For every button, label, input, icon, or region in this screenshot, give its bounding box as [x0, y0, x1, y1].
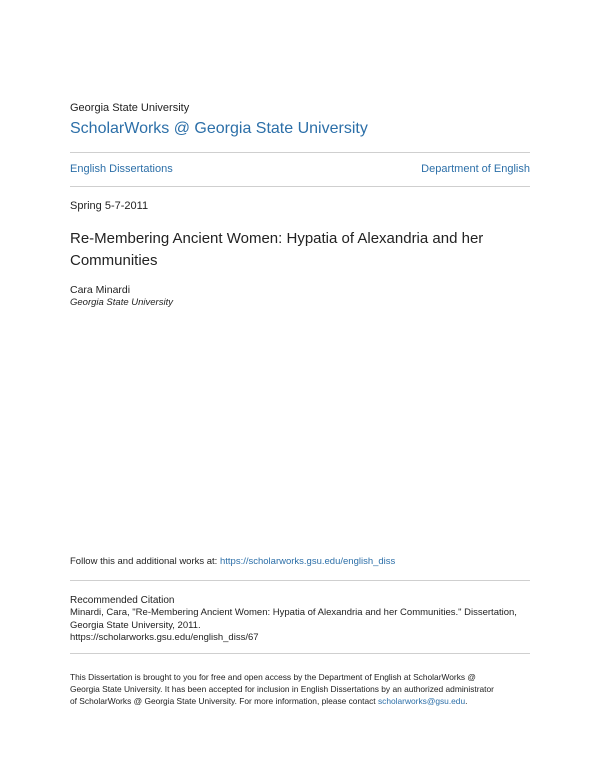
footer-line-3	[70, 695, 540, 707]
author-affiliation: Georgia State University	[70, 297, 173, 308]
department-link[interactable]: Department of English	[421, 163, 530, 175]
repository-link[interactable]: ScholarWorks @ Georgia State University	[70, 120, 368, 137]
follow-prefix: Follow this and additional works at:	[70, 556, 220, 567]
publication-date: Spring 5-7-2011	[70, 200, 149, 212]
follow-url-link[interactable]: https://scholarworks.gsu.edu/english_diss	[219, 556, 396, 567]
follow-line	[70, 556, 395, 567]
footer-line-2: Georgia State University. It has been accepted for inclusion in English Dissertations by an authorized administrator	[70, 684, 494, 694]
series-link[interactable]: English Dissertations	[70, 163, 173, 175]
footer-line-3-text: of ScholarWorks @ Georgia State University. For more information, please contact	[70, 696, 378, 706]
citation-line-2: Georgia State University, 2011.	[70, 619, 201, 631]
recommended-citation-heading: Recommended Citation	[70, 595, 175, 606]
divider-footer	[70, 653, 530, 654]
citation-line-3: https://scholarworks.gsu.edu/english_diss/67	[70, 632, 259, 643]
divider-top	[70, 152, 530, 153]
document-title: Re-Membering Ancient Women: Hypatia of Alexandria and her Communities	[70, 230, 484, 269]
divider-citation	[70, 580, 530, 581]
contact-email-link[interactable]: scholarworks@gsu.edu	[377, 696, 466, 706]
institution-name: Georgia State University	[70, 102, 190, 114]
divider-bottom	[70, 186, 530, 187]
footer-line-3-end: .	[465, 696, 468, 706]
footer-line-1: This Dissertation is brought to you for free and open access by the Department of English at ScholarWorks @	[70, 672, 476, 682]
citation-line-1: Minardi, Cara, "Re-Membering Ancient Women: Hypatia of Alexandria and her Communities." Dissertation,	[70, 607, 517, 618]
access-notice	[70, 671, 540, 707]
citation-text	[70, 607, 540, 645]
author-name: Cara Minardi	[70, 284, 131, 296]
